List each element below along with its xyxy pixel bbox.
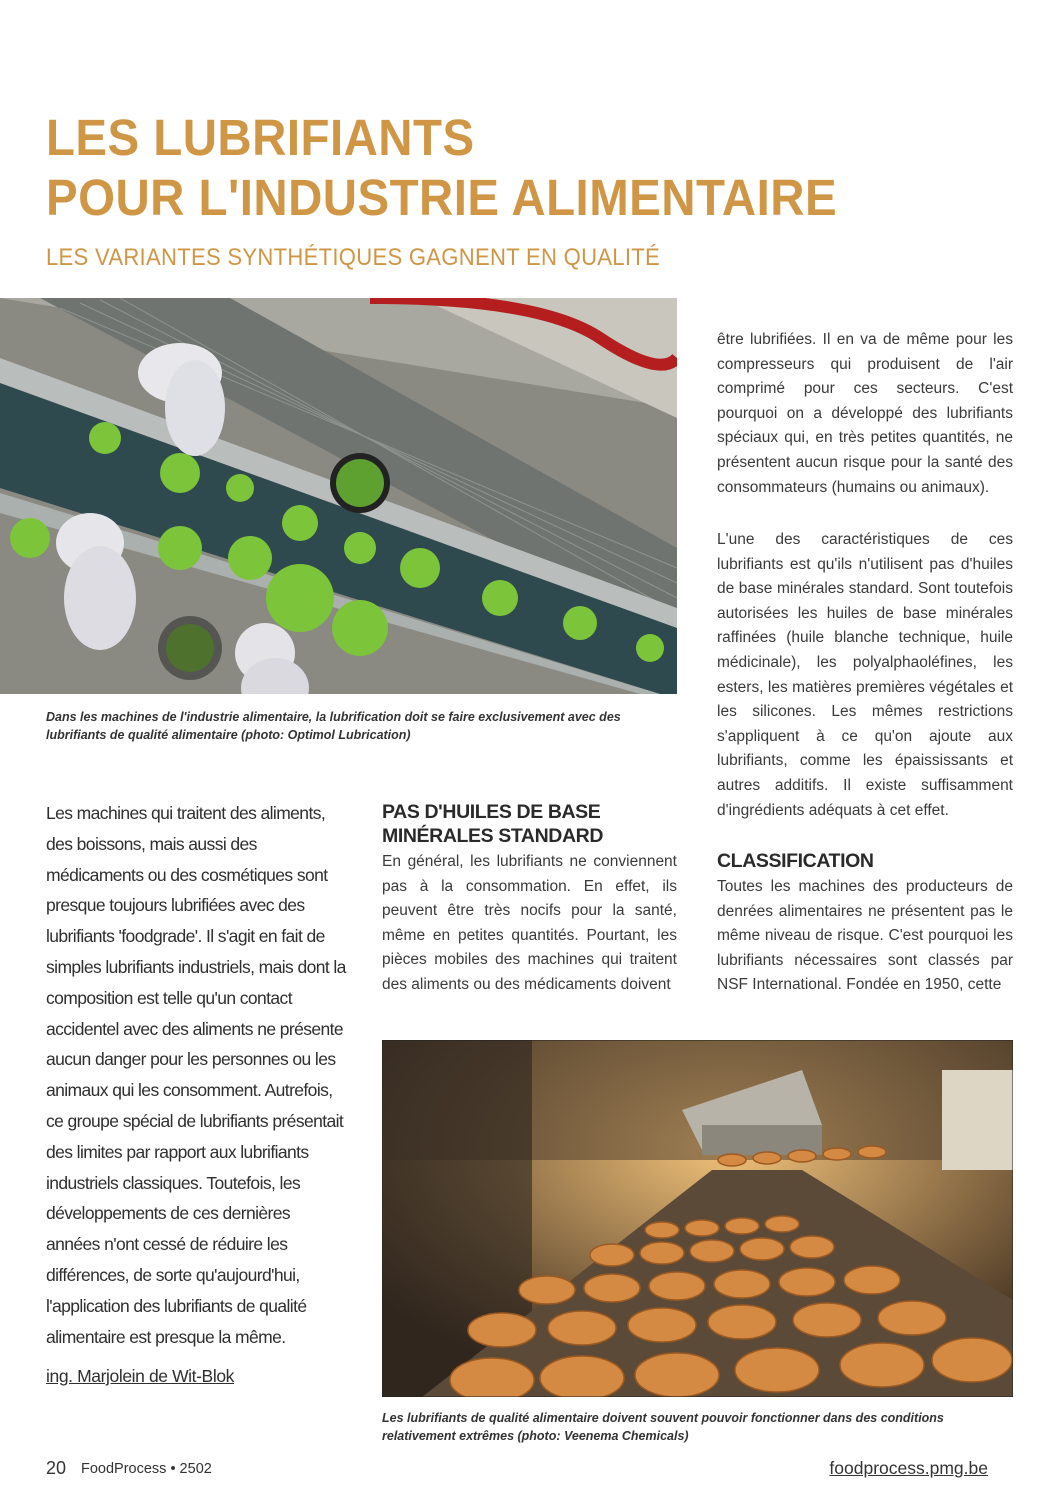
title-line-1: LES LUBRIFIANTS — [46, 109, 475, 166]
figure-1-caption: Dans les machines de l'industrie alimentaire, la lubrification doit se faire exclusivement avec des lubrifiants de qualité alimentaire (photo: Optimol Lubrication) — [46, 710, 621, 742]
intro-paragraph: Les machines qui traitent des aliments, des boissons, mais aussi des médicaments ou des cosmétiques sont presque toujours lubrifiées avec des lubrifiants 'foodgrade'. Il s'agit en fait de simples lubrifiants industriels, mais dont la composition est telle qu'un contact accidentel avec des aliments ne présente aucun danger pour les personnes ou les animaux qui les consomment. Autrefois, ce groupe spécial de lubrifiants présentait des limites par rapport aux lubrifiants industriels classiques. Toutefois, les développements de ces dernières années n'ont cessé de réduire les différences, de sorte qu'aujourd'hui, l'application des lubrifiants de qualité alimentaire est presque la même. — [46, 803, 346, 1347]
section-2-text: Toutes les machines des producteurs de denrées alimentaires ne présentent pas le même niveau de risque. C'est pourquoi les lubrifiants nécessaires sont classés par NSF International. Fondée en 1950, cette — [717, 878, 1013, 994]
article-title — [46, 108, 939, 228]
section-heading-mineral-oils — [382, 800, 682, 848]
page-number: 20 — [46, 1458, 67, 1478]
heading-line-2: MINÉRALES STANDARD — [382, 825, 604, 847]
author-name: ing. Marjolein de Wit-Blok — [46, 1366, 235, 1386]
article-subtitle: LES VARIANTES SYNTHÉTIQUES GAGNENT EN QUALITÉ — [46, 244, 661, 271]
website-link[interactable]: foodprocess.pmg.be — [829, 1458, 988, 1478]
lettuce-conveyor-photo — [0, 298, 677, 694]
cookie-conveyor-photo — [382, 1040, 1013, 1397]
magazine-issue: FoodProcess • 2502 — [81, 1461, 212, 1477]
figure-2-caption: Les lubrifiants de qualité alimentaire doivent souvent pouvoir fonctionner dans des conditions relativement extrêmes (photo: Veenema Chemicals) — [382, 1411, 944, 1443]
column-3-paragraph-1: être lubrifiées. Il en va de même pour les compresseurs qui produisent de l'air comprimé pour ces secteurs. C'est pourquoi on a développé des lubrifiants spéciaux qui, en très petites quantités, ne présentent aucun risque pour la santé des consommateurs (humains ou animaux). — [717, 331, 1013, 496]
heading-line-1: PAS D'HUILES DE BASE — [382, 801, 601, 823]
title-line-2: POUR L'INDUSTRIE ALIMENTAIRE — [46, 169, 838, 226]
section-heading-classification: CLASSIFICATION — [717, 850, 874, 872]
section-1-text: En général, les lubrifiants ne conviennent pas à la consommation. En effet, ils peuvent être très nocifs pour la santé, même en petites quantités. Pourtant, les pièces mobiles des machines qui traitent des aliments ou des médicaments doivent — [382, 853, 677, 993]
column-3-paragraph-2: L'une des caractéristiques de ces lubrifiants est qu'ils n'utilisent pas d'huiles de base minérales standard. Sont toutefois autorisées les huiles de base minérales raffinées (huile blanche technique, huile médicinale), les polyalphaoléfines, les esters, les matières premières végétales et les silicones. Les mêmes restrictions s'appliquent à ce qu'on ajoute aux lubrifiants, comme les épaississants et autres additifs. Il existe suffisamment d'ingrédients adéquats à cet effet. — [717, 531, 1013, 819]
